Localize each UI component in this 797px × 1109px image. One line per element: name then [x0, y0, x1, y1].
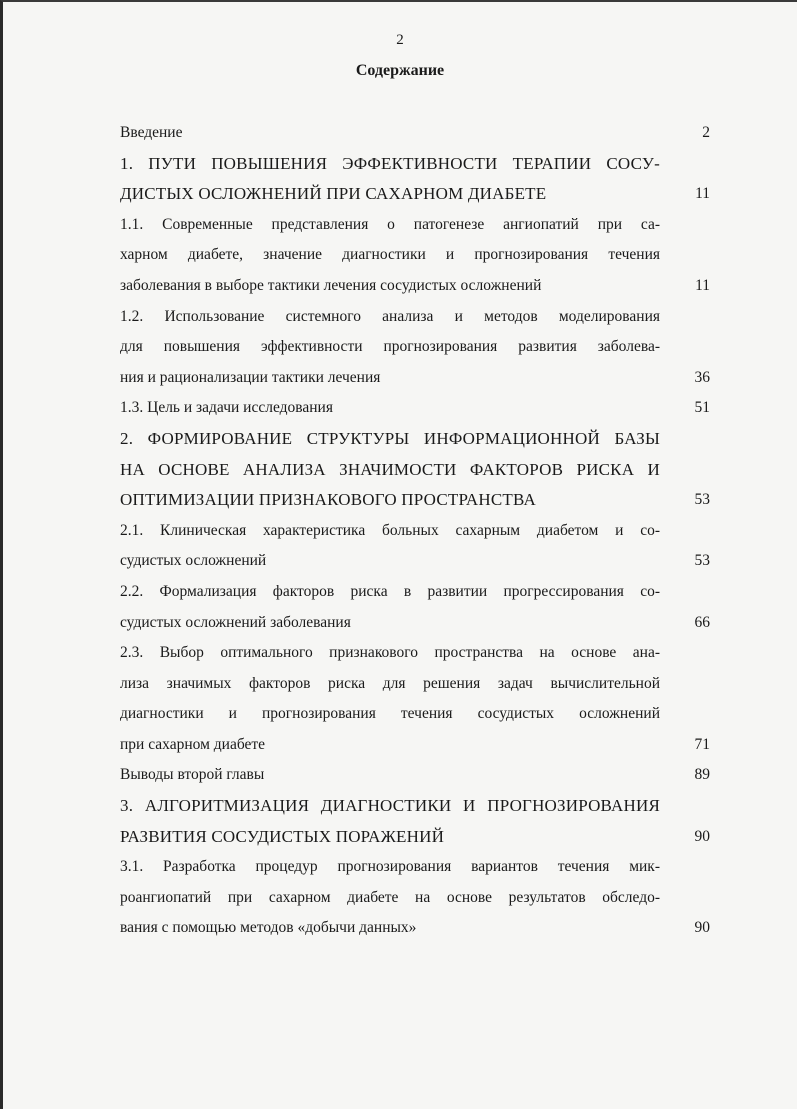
toc-entry-page-number: 71 [694, 735, 710, 753]
toc-entry-line: лиза значимых факторов риска для решения задач вычислительной [120, 674, 660, 692]
toc-entry [120, 424, 710, 516]
toc-entry [120, 577, 710, 638]
toc-entry-line: 1.2. Использование системного анализа и методов моделирования [120, 307, 660, 325]
toc-entry-line: 2.3. Выбор оптимального признакового пространства на основе ана- [120, 644, 660, 662]
toc-entry-line: 1.3. Цель и задачи исследования [120, 399, 333, 417]
toc-entry-page-number: 90 [694, 919, 710, 937]
toc-entry-line: 2.1. Клиническая характеристика больных сахарным диабетом и со- [120, 521, 660, 539]
toc-entry-page-number: 2 [702, 124, 710, 141]
toc-entry [120, 638, 710, 760]
toc-entry-line: Выводы второй главы [120, 766, 265, 784]
toc-entry-line: вания с помощью методов «добычи данных» [120, 919, 417, 937]
toc-entry [120, 791, 710, 852]
table-of-contents [120, 118, 710, 944]
toc-entry-page-number: 11 [695, 185, 710, 203]
toc-entry-page-number: 11 [695, 276, 710, 294]
toc-entry-page-number: 51 [694, 399, 710, 417]
toc-entry-line: 3. АЛГОРИТМИЗАЦИЯ ДИАГНОСТИКИ И ПРОГНОЗИРОВАНИЯ [120, 796, 660, 816]
toc-entry-line: судистых осложнений [120, 552, 267, 570]
toc-entry-page-number: 90 [694, 827, 710, 845]
toc-entry-line: Введение [120, 124, 183, 141]
toc-entry-line: ДИСТЫХ ОСЛОЖНЕНИЙ ПРИ САХАРНОМ ДИАБЕТЕ [120, 184, 547, 204]
toc-entry [120, 149, 710, 210]
toc-entry-line: ОПТИМИЗАЦИИ ПРИЗНАКОВОГО ПРОСТРАНСТВА [120, 490, 536, 510]
toc-entry-line: харном диабете, значение диагностики и прогнозирования течения [120, 246, 660, 264]
toc-entry-line: РАЗВИТИЯ СОСУДИСТЫХ ПОРАЖЕНИЙ [120, 826, 445, 846]
toc-entry [120, 302, 710, 394]
toc-title: Содержание [355, 62, 445, 79]
toc-entry [120, 393, 710, 424]
toc-entry-line: роангиопатий при сахарном диабете на основе результатов обследо- [120, 888, 660, 906]
toc-entry-line: судистых осложнений заболевания [120, 613, 351, 631]
toc-entry [120, 516, 710, 577]
toc-entry-line: при сахарном диабете [120, 735, 266, 753]
page-number: 2 [396, 32, 404, 48]
toc-entry-page-number: 66 [694, 613, 710, 631]
toc-entry-line: 2. ФОРМИРОВАНИЕ СТРУКТУРЫ ИНФОРМАЦИОННОЙ БАЗЫ [120, 428, 660, 448]
toc-entry-page-number: 53 [694, 491, 710, 509]
toc-entry-line: ния и рационализации тактики лечения [120, 368, 381, 386]
toc-entry [120, 118, 710, 149]
toc-entry-line: для повышения эффективности прогнозирования развития заболева- [120, 338, 660, 356]
toc-entry-line: заболевания в выборе тактики лечения сосудистых осложнений [120, 276, 542, 294]
toc-entry-line: 3.1. Разработка процедур прогнозирования вариантов течения мик- [120, 858, 660, 876]
toc-entry-page-number: 53 [694, 552, 710, 570]
toc-entry [120, 210, 710, 302]
toc-entry-line: 2.2. Формализация факторов риска в развитии прогрессирования со- [120, 582, 660, 600]
toc-entry-line: 1.1. Современные представления о патогенезе ангиопатий при са- [120, 215, 660, 233]
toc-entry-line: 1. ПУТИ ПОВЫШЕНИЯ ЭФФЕКТИВНОСТИ ТЕРАПИИ СОСУ- [120, 153, 660, 173]
toc-entry-page-number: 36 [694, 368, 710, 386]
toc-entry-line: диагностики и прогнозирования течения сосудистых осложнений [120, 705, 660, 723]
toc-entry [120, 760, 710, 791]
toc-entry [120, 852, 710, 944]
toc-entry-page-number: 89 [694, 766, 710, 784]
toc-entry-line: НА ОСНОВЕ АНАЛИЗА ЗНАЧИМОСТИ ФАКТОРОВ РИСКА И [120, 459, 660, 479]
